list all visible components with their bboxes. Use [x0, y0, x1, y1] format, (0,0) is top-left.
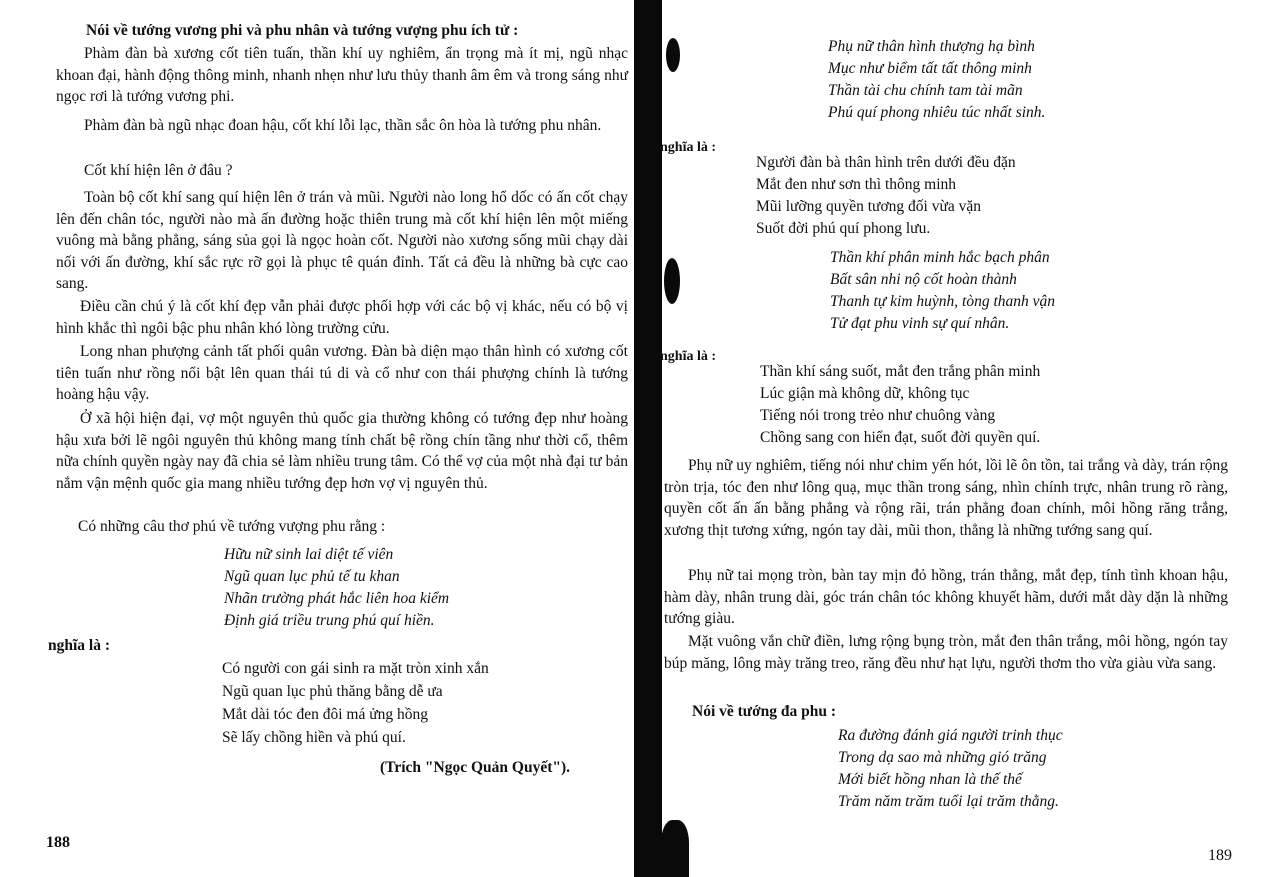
paragraph: Ở xã hội hiện đại, vợ một nguyên thủ quốc gia thường không có tướng đẹp như hoàng hậu xưa bởi lẽ ngôi nguyên thủ không mang tính chất bệ rồng chín tầng như thời cổ, thêm nữa chính quyền ngày nay đã chia sẻ làm nhiều trung tâm. Có thể vợ của một nhà đại tư bản nắm vận mệnh quốc gia mang nhiều tướng đẹp hơn vợ vị nguyên thủ. — [56, 410, 628, 492]
poem-line: Mũi lưỡng quyền tương đối vừa vặn — [756, 198, 981, 215]
paragraph: Phàm đàn bà xương cốt tiên tuấn, thần khí uy nghiêm, ẩn trọng mà ít mị, ngũ nhạc khoan đại, hành động thông minh, nhanh nhẹn như lưu thủy thanh âm êm và trong sáng như ngọc rơi là tướng vương phi. — [56, 45, 628, 105]
paragraph: Mặt vuông vắn chữ điền, lưng rộng bụng tròn, mắt đen thân trắng, môi hồng, ngón tay búp măng, lông mày trăng treo, răng đều như hạt lựu, người thơm tho vừa giàu vừa sang. — [664, 633, 1228, 672]
poem-line: Mắt đen như sơn thì thông minh — [756, 176, 957, 193]
poem-line: Trong dạ sao mà những gió trăng — [838, 749, 1047, 766]
paragraph: Long nhan phượng cảnh tất phối quân vương. Đàn bà diện mạo thân hình có xương cốt tiên tuấn như rồng nổi bật lên quan thái tú di và cổ như con thái phượng chính là tướng hoàng hậu vậy. — [56, 343, 628, 403]
nghia-la-label: nghĩa là : — [660, 349, 717, 364]
poem-line: Người đàn bà thân hình trên dưới đều đặn — [756, 154, 1016, 171]
poem-line: Tiếng nói trong trẻo như chuông vàng — [760, 407, 996, 424]
poem-line: Mắt dài tóc đen đôi má ửng hồng — [222, 706, 428, 723]
paragraph: Toàn bộ cốt khí sang quí hiện lên ở trán và mũi. Người nào long hổ dốc có ấn cốt chạy lên đến chân tóc, người nào mà ấn đường hoặc thiên trung mà cốt khí hiện lên một miếng vuông mà bằng phẳng, sáng sủa gọi là ngọc hoàn cốt. Người nào xương sống mũi chạy dài nối với ấn đường, khí sắc rực rỡ gọi là phục tê quán đỉnh. Tất cả đều là những bà cực cao sang. — [56, 189, 628, 292]
right-page — [660, 0, 1280, 877]
page-number: 188 — [46, 834, 70, 851]
poem-line: Suốt đời phú quí phong lưu. — [756, 220, 931, 237]
poem-line: Sẽ lấy chồng hiền và phú quí. — [222, 729, 406, 746]
poem-line: Tử đạt phu vinh sự quí nhân. — [830, 315, 1010, 332]
poem-line: Thần tài chu chính tam tài mãn — [828, 82, 1023, 99]
poem-line: Mục như biểm tất tất thông minh — [828, 60, 1032, 77]
poem-line: Hữu nữ sinh lai diệt tế viên — [224, 546, 394, 563]
poem-line: Định giá triều trung phú quí hiền. — [224, 612, 435, 629]
paragraph: Có những câu thơ phú về tướng vượng phu rằng : — [78, 518, 386, 535]
poem-line: Ngũ quan lục phủ thăng bằng dễ ưa — [222, 683, 443, 700]
book-spine — [634, 0, 662, 877]
citation: (Trích "Ngọc Quản Quyết"). — [380, 759, 570, 776]
paragraph: Phụ nữ uy nghiêm, tiếng nói như chim yến hót, lồi lẽ ôn tồn, tai trắng và dày, trán rộng tròn trịa, tóc đen như lông quạ, mục thần trong sáng, nhìn chính trực, nhân trung rõ ràng, quyền cốt ấn ấn bằng phẳng và rộng rãi, trán phẳng đoan chính, môi hồng răng trắng, xương thịt tương xứng, ngón tay dài, mũi thon, thẳng là những tướng sang quí. — [664, 457, 1228, 539]
poem-line: Phú quí phong nhiêu túc nhất sinh. — [828, 104, 1046, 121]
section-heading: Nói về tướng vương phi và phu nhân và tướng vượng phu ích tử : — [86, 22, 519, 39]
paragraph: Điều cần chú ý là cốt khí đẹp vẫn phải được phối hợp với các bộ vị khác, nếu có bộ vị hình khắc thì ngôi bậc phu nhân khó lòng trường cửu. — [56, 298, 628, 337]
paragraph: Phàm đàn bà ngũ nhạc đoan hậu, cốt khí lỗi lạc, thần sắc ôn hòa là tướng phu nhân. — [84, 117, 602, 134]
poem-line: Thanh tự kim huỳnh, tòng thanh vận — [830, 293, 1056, 310]
poem-line: Lúc giận mà không dữ, không tục — [760, 385, 970, 402]
section-heading: Nói về tướng đa phu : — [692, 703, 837, 720]
nghia-la-label: nghĩa là : — [660, 140, 717, 155]
poem-line: Ra đường đánh giá người trinh thục — [838, 727, 1063, 744]
poem-line: Mới biết hồng nhan là thế thế — [838, 771, 1022, 788]
paragraph: Phụ nữ tai mọng tròn, bàn tay mịn đỏ hồng, trán thẳng, mắt đẹp, tính tình khoan hậu, hàm dày, nhân trung dài, góc trán chân tóc không khuyết hãm, dưới mắt dày dặn là những tướng giàu. — [664, 567, 1228, 627]
question: Cốt khí hiện lên ở đâu ? — [84, 162, 233, 179]
left-page — [0, 0, 635, 877]
poem-line: Thần khí sáng suốt, mắt đen trắng phân minh — [760, 363, 1041, 380]
poem-line: Chồng sang con hiển đạt, suốt đời quyền quí. — [760, 429, 1041, 446]
poem-line: Bất sân nhi nộ cốt hoàn thành — [830, 271, 1017, 288]
poem-line: Ngũ quan lục phủ tế tu khan — [224, 568, 400, 585]
poem-line: Có người con gái sinh ra mặt tròn xinh xắn — [222, 660, 489, 677]
page-number: 189 — [1208, 847, 1232, 864]
nghia-la-label: nghĩa là : — [48, 637, 111, 654]
poem-line: Trăm năm trăm tuổi lại trăm thằng. — [838, 793, 1059, 810]
poem-line: Phụ nữ thân hình thượng hạ bình — [828, 38, 1035, 55]
poem-line: Nhãn trường phát hắc liên hoa kiểm — [224, 590, 450, 607]
poem-line: Thần khí phân minh hắc bạch phân — [830, 249, 1050, 266]
